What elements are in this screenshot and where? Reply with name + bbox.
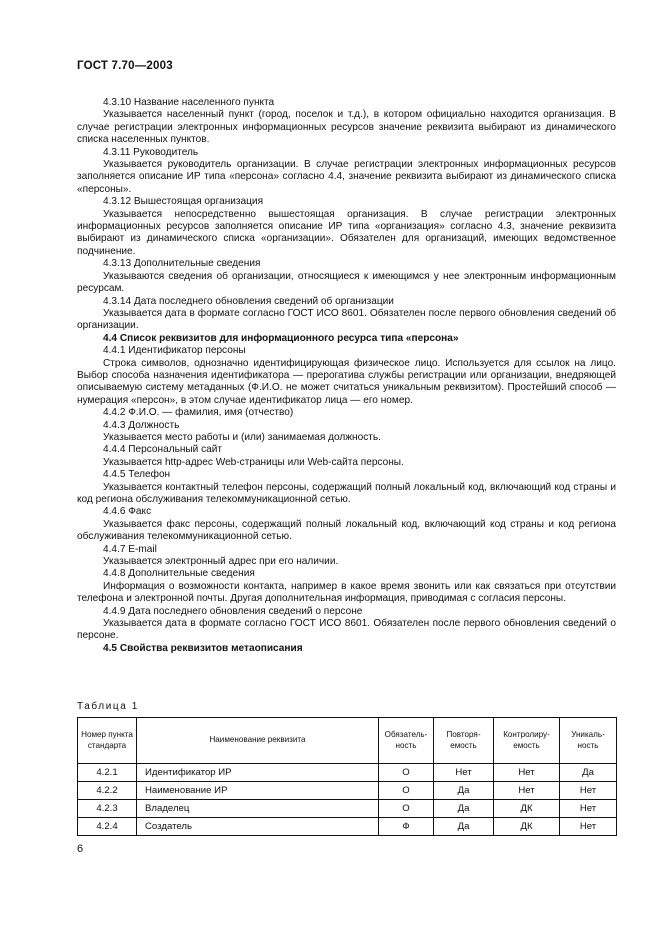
paragraph: Указывается электронный адрес при его наличии. [103, 556, 339, 568]
table-cell: Ф [379, 818, 434, 836]
table-cell: ДК [494, 800, 560, 818]
section-heading: 4.4.2 Ф.И.О. — фамилия, имя (отчество) [103, 407, 294, 419]
paragraph: Строка символов, однозначно идентифицирующая физическое лицо. Используется для ссылок на лицо. Выбор способа назначения идентификатора — прерогатива службы регистрации или организации, внедряющей описываемую систему метаданных (Ф.И.О. не может считаться уникальным реквизитом). Простейший способ — нумерация «персон», в этом случае идентификатор лица — его номер. [77, 357, 616, 406]
paragraph: Указывается http-адрес Web-страницы или Web-сайта персоны. [103, 456, 404, 468]
table-cell: О [379, 782, 434, 800]
table-row [78, 782, 617, 800]
section-heading: 4.4.3 Должность [103, 419, 180, 431]
table-cell: 4.2.4 [78, 818, 137, 836]
document-header: ГОСТ 7.70—2003 [77, 60, 173, 72]
table-caption: Таблица 1 [77, 701, 139, 712]
header-obligation: Обязатель-ность [379, 718, 434, 764]
table-cell: 4.2.2 [78, 782, 137, 800]
header-controllability: Контролиру-емость [494, 718, 560, 764]
table-cell: Нет [434, 764, 494, 782]
table-cell: Нет [494, 764, 560, 782]
section-heading: 4.3.14 Дата последнего обновления сведений об организации [103, 295, 394, 307]
section-heading: 4.4.5 Телефон [103, 469, 171, 481]
table-cell: Нет [560, 818, 617, 836]
paragraph: Указываются сведения об организации, относящиеся к имеющимся у нее электронным информационным ресурсам. [77, 270, 616, 295]
table-cell: Да [434, 782, 494, 800]
page-number: 6 [77, 843, 84, 855]
table-cell: О [379, 764, 434, 782]
paragraph: Указывается место работы и (или) занимаемая должность. [103, 431, 381, 443]
table-row [78, 818, 617, 836]
table-cell: Да [434, 800, 494, 818]
section-heading: 4.4.8 Дополнительные сведения [103, 568, 255, 580]
table-cell: О [379, 800, 434, 818]
section-heading: 4.4.6 Факс [103, 506, 152, 518]
table-row [78, 764, 617, 782]
table-cell: 4.2.3 [78, 800, 137, 818]
table-cell: 4.2.1 [78, 764, 137, 782]
header-clause-number: Номер пункта стандарта [78, 718, 137, 764]
document-body [77, 97, 616, 655]
paragraph: Информация о возможности контакта, например в какое время звонить или как связаться при отсутствии телефона и электронной почты. Другая дополнительная информация, приводимая с согласия персоны. [77, 580, 616, 605]
properties-table [77, 717, 617, 836]
paragraph: Указывается контактный телефон персоны, содержащий полный локальный код, включающий код страны и код региона обслуживания телекоммуникационной сетью. [77, 481, 616, 505]
header-attribute-name: Наименование реквизита [137, 718, 379, 764]
table-cell: Создатель [137, 818, 379, 836]
section-heading: 4.5 Свойства реквизитов метаописания [103, 642, 303, 654]
table-cell: Да [434, 818, 494, 836]
paragraph: Указывается непосредственно вышестоящая организация. В случае регистрации электронных информационных ресурсов заполняется описание ИР типа «организация» согласно 4.3, значение реквизита выбирают из динамического списка «организации». Обязателен для организаций, имеющих ведомственное подчинение. [77, 208, 616, 257]
section-heading: 4.3.10 Название населенного пункта [103, 97, 275, 108]
section-heading: 4.3.11 Руководитель [103, 146, 199, 158]
section-heading: 4.4.9 Дата последнего обновления сведений о персоне [103, 605, 363, 617]
header-repeatability: Повторя-емость [434, 718, 494, 764]
table-cell: Нет [494, 782, 560, 800]
paragraph: Указывается факс персоны, содержащий полный локальный код, включающий код страны и код региона обслуживания телекоммуникационной сетью. [77, 518, 616, 543]
section-heading: 4.4.7 E-mail [103, 543, 157, 555]
section-heading: 4.4 Список реквизитов для информационного ресурса типа «персона» [103, 332, 459, 344]
paragraph: Указывается дата в формате согласно ГОСТ ИСО 8601. Обязателен после первого обновления сведений об организации. [77, 307, 616, 332]
table-row [78, 800, 617, 818]
section-heading: 4.4.4 Персональный сайт [103, 444, 223, 456]
section-heading: 4.4.1 Идентификатор персоны [103, 345, 246, 357]
section-heading: 4.3.13 Дополнительные сведения [103, 258, 261, 270]
table-header-row [78, 718, 617, 764]
paragraph: Указывается дата в формате согласно ГОСТ ИСО 8601. Обязателен после первого обновления сведений о персоне. [77, 618, 616, 642]
table-cell: Идентификатор ИР [137, 764, 379, 782]
table-cell: Нет [560, 782, 617, 800]
section-heading: 4.3.12 Вышестоящая организация [103, 196, 264, 208]
header-uniqueness: Уникаль-ность [560, 718, 617, 764]
table-cell: Владелец [137, 800, 379, 818]
paragraph: Указывается населенный пункт (город, поселок и т.д.), в котором официально находится организация. В случае регистрации электронных информационных ресурсов значение реквизита выбирают из динамического списка населенных пунктов. [77, 109, 616, 146]
table-cell: Наименование ИР [137, 782, 379, 800]
table-cell: Да [560, 764, 617, 782]
table-cell: ДК [494, 818, 560, 836]
paragraph: Указывается руководитель организации. В случае регистрации электронных информационных ресурсов заполняется описание ИР типа «персона» согласно 4.4, значение реквизита выбирают из динамического списка «персоны». [77, 159, 616, 195]
table-cell: Нет [560, 800, 617, 818]
